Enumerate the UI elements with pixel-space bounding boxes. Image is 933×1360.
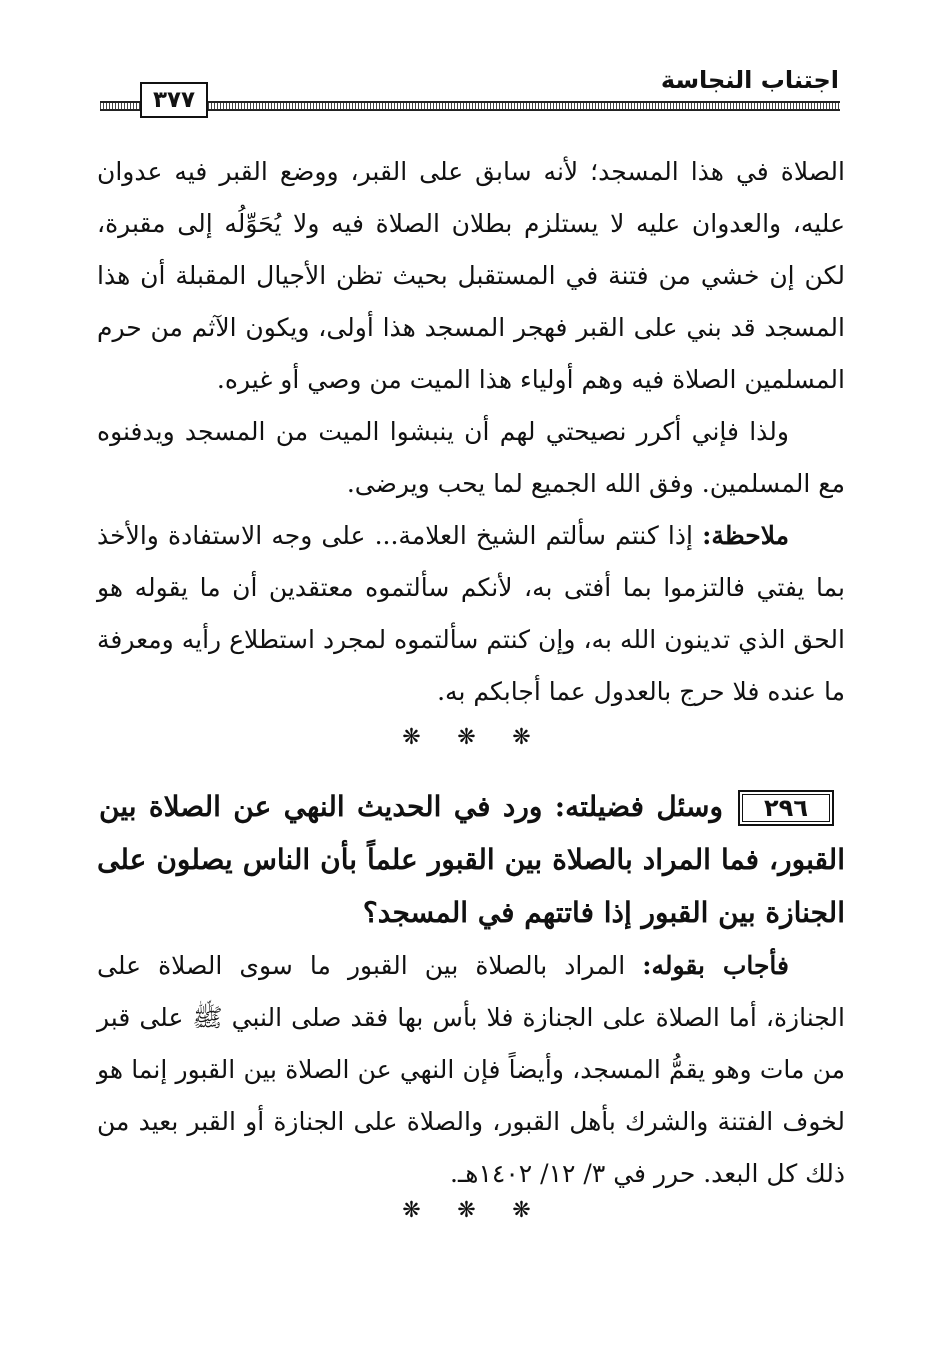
separator-star: ❋ [457, 725, 476, 750]
separator-star: ❋ [512, 725, 531, 750]
note-label: ملاحظة: [702, 521, 789, 550]
question-text: القبور، فما المراد بالصلاة بين القبور علماً بأن الناس يصلون على الجنازة بين القبور إذا فاتتهم في المسجد؟ [97, 843, 845, 929]
question-number: ٢٩٦ [738, 790, 834, 826]
page-number: ٣٧٧ [140, 82, 208, 118]
answer-text: المراد بالصلاة بين القبور ما سوى الصلاة على الجنازة، أما الصلاة على الجنازة فلا بأس بها فقد صلى النبي ﷺ على قبر من مات وهو يقمُّ المسجد، وأيضاً فإن النهي عن الصلاة بين القبور إنما هو لخوف الفتنة والشرك بأهل القبور، والصلاة على الجنازة أو القبر بعيد من ذلك كل البعد. حرر في ٣/ ١٢/ ١٤٠٢هـ. [97, 951, 845, 1188]
paragraph-advice: ولذا فإني أكرر نصيحتي لهم أن ينبشوا الميت من المسجد ويدفنوه مع المسلمين. وفق الله الجميع لما يحب ويرضى. [97, 417, 845, 498]
running-title: اجتناب النجاسة [660, 66, 839, 94]
section-separator [0, 725, 933, 751]
paragraph-continuation: الصلاة في هذا المسجد؛ لأنه سابق على القبر، ووضع القبر فيه عدوان عليه، والعدوان عليه لا يستلزم بطلان الصلاة فيه ولا يُحَوِّلُه إلى مقبرة، لكن إن خشي من فتنة في المستقبل بحيث تظن الأجيال المقبلة أن هذا المسجد قد بني على القبر فهجر المسجد هذا أولى، ويكون الآثم من حرم المسلمين الصلاة فيه وهم أولياء هذا الميت من وصي أو غيره. [97, 157, 845, 394]
header-rule [100, 101, 840, 111]
answer-paragraph [97, 940, 845, 1200]
separator-star: ❋ [402, 1198, 421, 1223]
question-first-line: وسئل فضيلته: ورد في الحديث النهي عن الصلاة بين [99, 790, 723, 823]
separator-star: ❋ [512, 1198, 531, 1223]
separator-star: ❋ [402, 725, 421, 750]
note-text: إذا كنتم سألتم الشيخ العلامة... على وجه الاستفادة والأخذ بما يفتي فالتزموا بما أفتى به، لأنكم سألتموه معتقدين أن ما يقوله هو الحق الذي تدينون الله به، وإن كنتم سألتموه لمجرد استطلاع رأيه ومعرفة ما عنده فلا حرج بالعدول عما أجابكم به. [97, 521, 845, 706]
answer-label: فأجاب بقوله: [642, 951, 789, 980]
paragraph-note [97, 510, 845, 718]
section-separator [0, 1198, 933, 1224]
separator-star: ❋ [457, 1198, 476, 1223]
